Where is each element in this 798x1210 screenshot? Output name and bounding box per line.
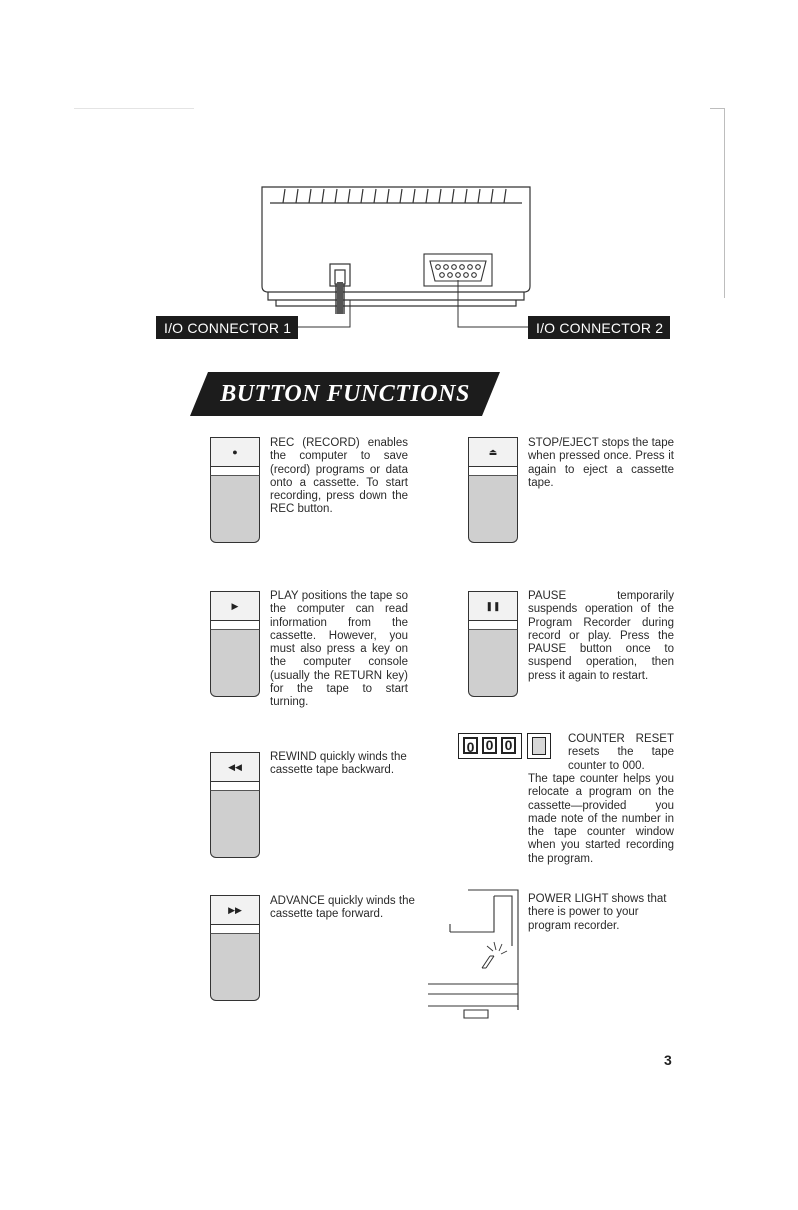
tape-counter-description: The tape counter helps you relocate a program on the cassette—provided you made note of the number in the tape counter window when you started recording the program. — [528, 773, 674, 865]
tape-counter-display — [458, 733, 522, 759]
play-icon: ▶ — [231, 601, 239, 611]
play-button — [210, 591, 260, 697]
light-rays-icon — [487, 942, 507, 954]
rewind-button — [210, 752, 260, 858]
recorder-back-diagram — [0, 0, 798, 360]
advance-description: ADVANCE quickly winds the cassette tape forward. — [270, 895, 415, 921]
pause-description: PAUSE temporarily suspends operation of the Program Recorder during record or play. Press the PAUSE button once to suspend operation, then press it again to restart. — [528, 590, 674, 682]
stop-eject-button — [468, 437, 518, 543]
fast-forward-icon: ▶▶ — [228, 905, 242, 915]
counter-digit: 0 — [463, 737, 478, 754]
io-connector-1-label: I/O CONNECTOR 1 — [156, 316, 298, 339]
eject-icon: ⏏ — [488, 447, 498, 457]
rec-button — [210, 437, 260, 543]
stop-eject-description: STOP/EJECT stops the tape when pressed once. Press it again to eject a cassette tape. — [528, 437, 674, 489]
power-light-description: POWER LIGHT shows that there is power to your program recorder. — [528, 893, 667, 932]
rec-description: REC (RECORD) enables the computer to save (record) programs or data onto a cassette. To start recording, press down the REC button. — [270, 437, 408, 516]
advance-button — [210, 895, 260, 1001]
power-light-diagram — [424, 888, 528, 1028]
pause-button — [468, 591, 518, 697]
record-icon: ● — [232, 447, 238, 457]
counter-digit: 0 — [501, 737, 516, 754]
pause-icon: ❚❚ — [485, 601, 501, 611]
recorder-body — [262, 187, 530, 306]
io-connector-2-label: I/O CONNECTOR 2 — [528, 316, 670, 339]
counter-reset-button — [527, 733, 551, 759]
counter-digit: 0 — [482, 737, 497, 754]
section-heading: BUTTON FUNCTIONS — [220, 381, 470, 407]
rewind-icon: ◀◀ — [228, 762, 242, 772]
rewind-description: REWIND quickly winds the cassette tape backward. — [270, 751, 407, 777]
play-description: PLAY positions the tape so the computer can read information from the cassette. However, you must also press a key on the computer console (usually the RETURN key) for the tape to start turning. — [270, 590, 408, 709]
section-heading-banner — [190, 372, 500, 416]
page-number: 3 — [664, 1052, 672, 1068]
counter-reset-description: COUNTER RESET resets the tape counter to 000. — [568, 733, 674, 772]
